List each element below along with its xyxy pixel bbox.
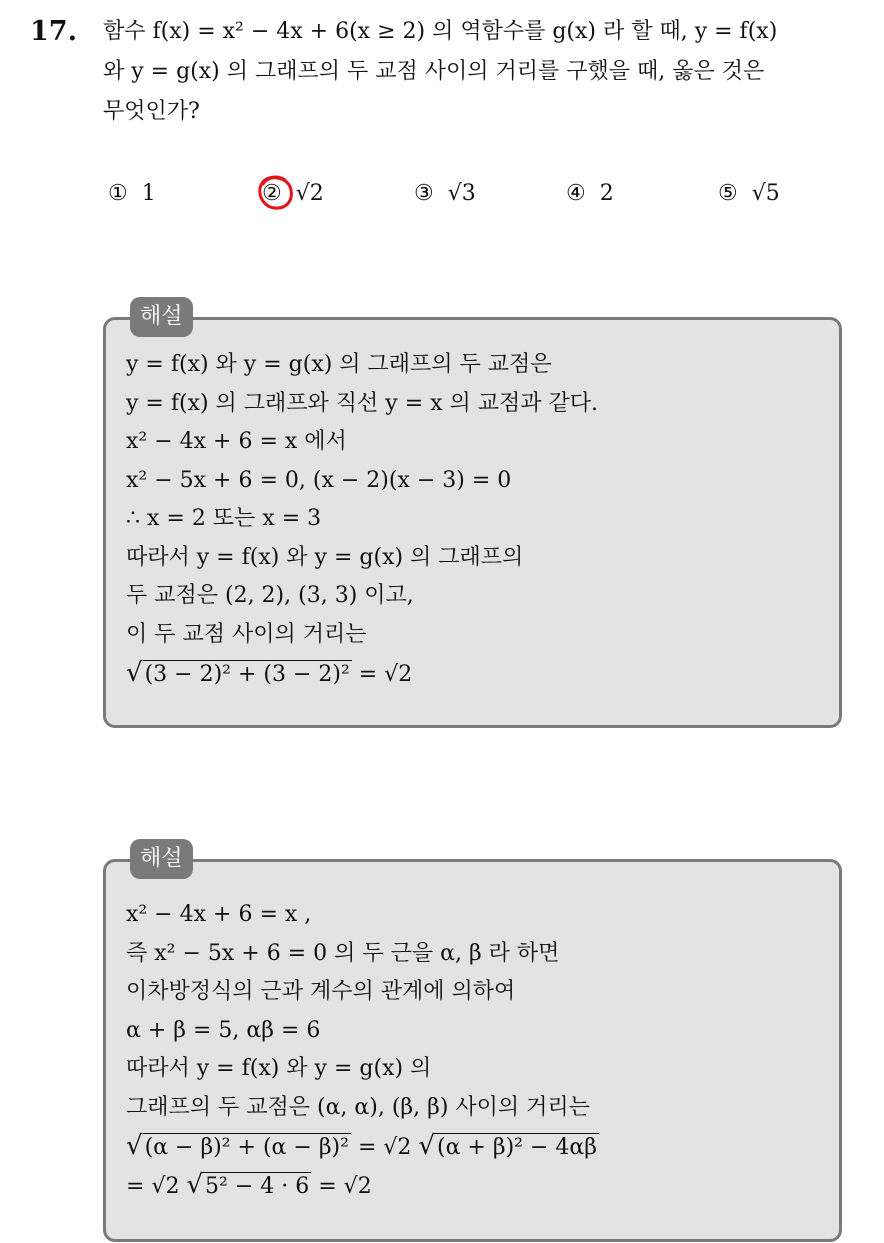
solution-1-lines	[126, 346, 826, 693]
choice-mark: ②	[262, 181, 282, 206]
equals-sign: =	[350, 1135, 384, 1160]
problem-text	[103, 12, 873, 132]
choice-3[interactable]	[414, 174, 476, 214]
solution-line: y = f(x) 와 y = g(x) 의 그래프의 두 교점은	[126, 352, 552, 377]
choice-2[interactable]	[262, 174, 324, 214]
sqrt-expression: √(α − β)² + (α − β)²	[126, 1131, 349, 1161]
solution-line: α + β = 5, αβ = 6	[126, 1017, 321, 1043]
choice-value: √3	[447, 181, 476, 206]
choice-value: 1	[141, 181, 156, 206]
choice-5[interactable]	[718, 174, 780, 214]
equals-sign: =	[351, 662, 385, 687]
solution-line: 즉 x² − 5x + 6 = 0 의 두 근을 α, β 라 하면	[126, 940, 560, 966]
solution-line: 이 두 교점 사이의 거리는	[126, 621, 367, 647]
solution-line: 두 교점은 (2, 2), (3, 3) 이고,	[126, 583, 414, 608]
choice-mark: ⑤	[718, 181, 738, 206]
solution-box-2	[103, 859, 842, 1242]
solution-tag-1: 해설	[130, 297, 193, 337]
solution-2-lines	[126, 896, 826, 1204]
coefficient: √2	[383, 1135, 412, 1160]
choice-value: √5	[751, 181, 780, 206]
choice-value: √2	[295, 181, 324, 206]
solution-2-final-line-1	[126, 1127, 826, 1166]
solution-2-final-line-2	[126, 1166, 826, 1205]
choice-mark: ①	[108, 181, 128, 206]
solution-line: 따라서 y = f(x) 와 y = g(x) 의 그래프의	[126, 544, 524, 570]
solution-line: 그래프의 두 교점은 (α, α), (β, β) 사이의 거리는	[126, 1094, 590, 1120]
solution-1-final-line	[126, 654, 826, 693]
solution-line: x² − 4x + 6 = x ,	[126, 902, 312, 927]
choice-1[interactable]	[108, 174, 156, 214]
coefficient: √2	[151, 1173, 180, 1199]
equals-sign: =	[311, 1173, 344, 1199]
problem-line: 와 y = g(x) 의 그래프의 두 교점 사이의 거리를 구했을 때, 옳은 것은	[103, 59, 765, 84]
solution-line: x² − 5x + 6 = 0, (x − 2)(x − 3) = 0	[126, 467, 512, 493]
problem-line: 함수 f(x) = x² − 4x + 6(x ≥ 2) 의 역함수를 g(x) 라 할 때, y = f(x)	[103, 19, 778, 44]
problem-line: 무엇인가?	[103, 99, 200, 124]
sqrt-expression: √(3 − 2)² + (3 − 2)²	[126, 658, 350, 688]
radicand: (α + β)² − 4αβ	[436, 1135, 597, 1160]
choice-value: 2	[599, 181, 614, 206]
selected-answer-circle-icon	[255, 174, 295, 212]
radicand: 5² − 4 · 6	[205, 1173, 310, 1199]
solution-line: 따라서 y = f(x) 와 y = g(x) 의	[126, 1056, 432, 1081]
choice-mark: ④	[566, 181, 586, 206]
solution-line: y = f(x) 의 그래프와 직선 y = x 의 교점과 같다.	[126, 390, 599, 416]
radicand: (3 − 2)² + (3 − 2)²	[144, 662, 350, 687]
final-result: √2	[384, 662, 413, 687]
solution-line: ∴ x = 2 또는 x = 3	[126, 506, 322, 531]
solution-line: 이차방정식의 근과 계수의 관계에 의하여	[126, 979, 516, 1004]
solution-line: x² − 4x + 6 = x 에서	[126, 429, 347, 454]
solution-tag-2: 해설	[130, 839, 193, 879]
equals-prefix: =	[126, 1173, 152, 1199]
sqrt-expression: √(α + β)² − 4αβ	[418, 1131, 597, 1161]
problem-number: 17.	[30, 16, 77, 47]
answer-choices	[0, 174, 884, 214]
radicand: (α − β)² + (α − β)²	[144, 1135, 349, 1160]
choice-4[interactable]	[566, 174, 614, 214]
choice-mark: ③	[414, 181, 434, 206]
sqrt-expression: √5² − 4 · 6	[186, 1169, 310, 1200]
final-result: √2	[343, 1173, 372, 1199]
solution-box-1	[103, 317, 842, 728]
